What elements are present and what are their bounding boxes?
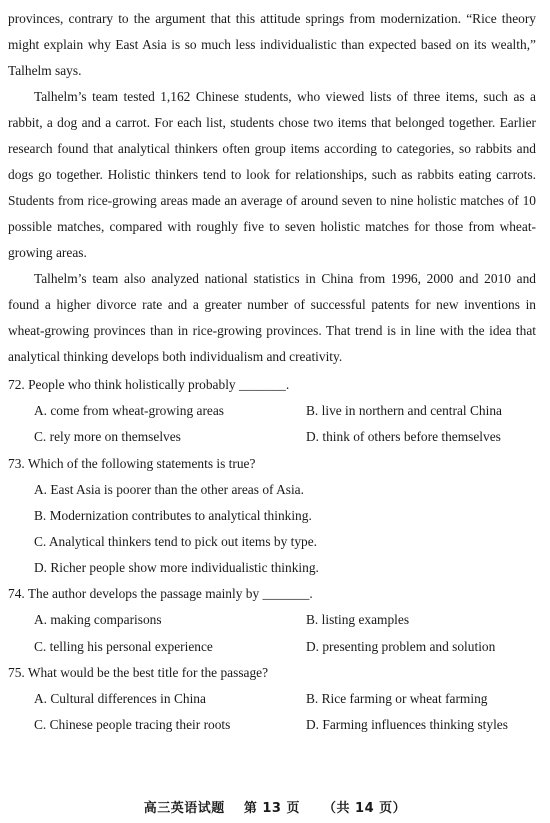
question-75-option-b[interactable]: B. Rice farming or wheat farming <box>306 691 488 706</box>
question-74-stem: 74. The author develops the passage mainly by _______. <box>8 586 313 601</box>
question-74-option-b[interactable]: B. listing examples <box>306 612 410 627</box>
passage-paragraph-3: Talhelm’s team also analyzed national statistics in China from 1996, 2000 and 2010 and found a higher divorce rate and a greater number of successful patents for new inventions in wheat-growing provinces than in rice-growing provinces. That trend is in line with the idea that analytical thinking develops both individualism and creativity. <box>8 271 536 364</box>
passage-paragraph-2: Talhelm’s team tested 1,162 Chinese students, who viewed lists of three items, such as a rabbit, a dog and a carrot. For each list, students chose two items that belonged together. Earlier research found that analytical thinkers often group items according to categories, so rabbits and dogs go together. Holistic thinkers tend to look for relationships, such as rabbits eating carrots. Students from rice-growing areas made an average of around seven to nine holistic matches of 10 possible matches, compared with roughly five to seven holistic matches for those from wheat-growing areas. <box>8 89 536 260</box>
question-73-option-d[interactable]: D. Richer people show more individualistic thinking. <box>34 560 319 575</box>
question-75-stem: 75. What would be the best title for the passage? <box>8 665 269 680</box>
question-74-option-c[interactable]: C. telling his personal experience <box>34 639 213 654</box>
footer-page-number: 第 13 页 <box>243 801 300 816</box>
question-72-option-d[interactable]: D. think of others before themselves <box>306 429 501 444</box>
page-footer <box>0 797 550 816</box>
question-74-option-a[interactable]: A. making comparisons <box>34 612 162 627</box>
question-72-option-a[interactable]: A. come from wheat-growing areas <box>34 403 224 418</box>
question-73-option-a[interactable]: A. East Asia is poorer than the other areas of Asia. <box>34 482 304 497</box>
question-75-option-a[interactable]: A. Cultural differences in China <box>34 691 206 706</box>
footer-total-pages: （共 14 页） <box>323 801 407 816</box>
question-73-stem: 73. Which of the following statements is true? <box>8 456 256 471</box>
question-74-option-d[interactable]: D. presenting problem and solution <box>306 639 496 654</box>
question-75-option-d[interactable]: D. Farming influences thinking styles <box>306 717 508 732</box>
question-75-option-c[interactable]: C. Chinese people tracing their roots <box>34 717 231 732</box>
footer-subject: 高三英语试题 <box>143 801 225 816</box>
passage-paragraph-1: provinces, contrary to the argument that this attitude springs from modernization. “Rice theory might explain why East Asia is so much less individualistic than expected based on its wealth,” Talhelm says. <box>8 11 536 78</box>
question-73-option-b[interactable]: B. Modernization contributes to analytical thinking. <box>34 508 312 523</box>
question-73-option-c[interactable]: C. Analytical thinkers tend to pick out items by type. <box>34 534 318 549</box>
question-72-stem: 72. People who think holistically probably _______. <box>8 377 290 392</box>
question-72-option-c[interactable]: C. rely more on themselves <box>34 429 181 444</box>
question-72-option-b[interactable]: B. live in northern and central China <box>306 403 502 418</box>
